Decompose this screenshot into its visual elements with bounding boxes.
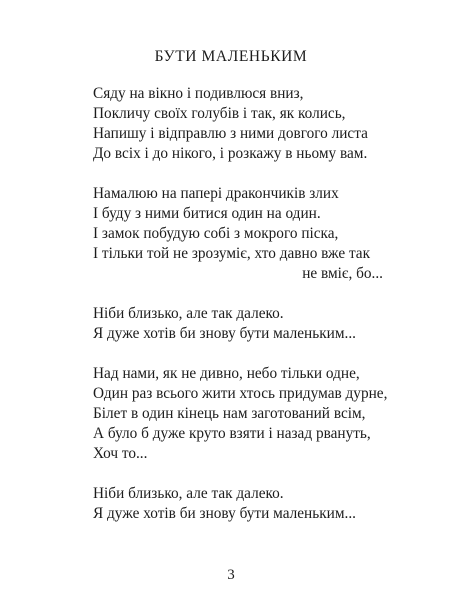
stanza-2 [93,184,383,284]
stanza-4 [93,364,388,464]
poem-line: Сяду на вікно і подивлюся вниз, [93,85,304,102]
stanza-1 [93,84,383,164]
poem-line-continuation: не вміє, бо... [302,265,383,282]
poem-line: І тільки той не зрозуміє, хто давно вже так [93,245,371,262]
stanza-3-refrain [93,304,383,344]
poem-line: Білет в один кінець нам заготований всім, [93,405,366,422]
poem-line: Хоч то... [93,445,148,462]
poem-line: Намалюю на папері дракончиків злих [93,185,339,202]
poem-line: Над нами, як не дивно, небо тільки одне, [93,365,360,382]
poem-title: БУТИ МАЛЕНЬКИМ [154,48,308,65]
poem-line: До всіх і до нікого, і розкажу в ньому вам. [93,145,368,162]
refrain-line: Ніби близько, але так далеко. [93,305,284,322]
page-number: 3 [227,567,235,583]
poem-line: Напишу і відправлю з ними довгого листа [93,125,368,142]
poem-line: І буду з ними битися один на один. [93,205,321,222]
poem-line: Один раз всього жити хтось придумав дурне, [93,385,388,402]
stanza-5-refrain [93,484,383,524]
poem-body [93,84,388,544]
refrain-line: Ніби близько, але так далеко. [93,485,284,502]
refrain-line: Я дуже хотів би знову бути маленьким... [93,505,356,522]
poem-line: А було б дуже круто взяти і назад рвануть, [93,425,371,442]
refrain-line: Я дуже хотів би знову бути маленьким... [93,325,356,342]
poem-line: І замок побудую собі з мокрого піска, [93,225,339,242]
poem-line: Покличу своїх голубів і так, як колись, [93,105,346,122]
